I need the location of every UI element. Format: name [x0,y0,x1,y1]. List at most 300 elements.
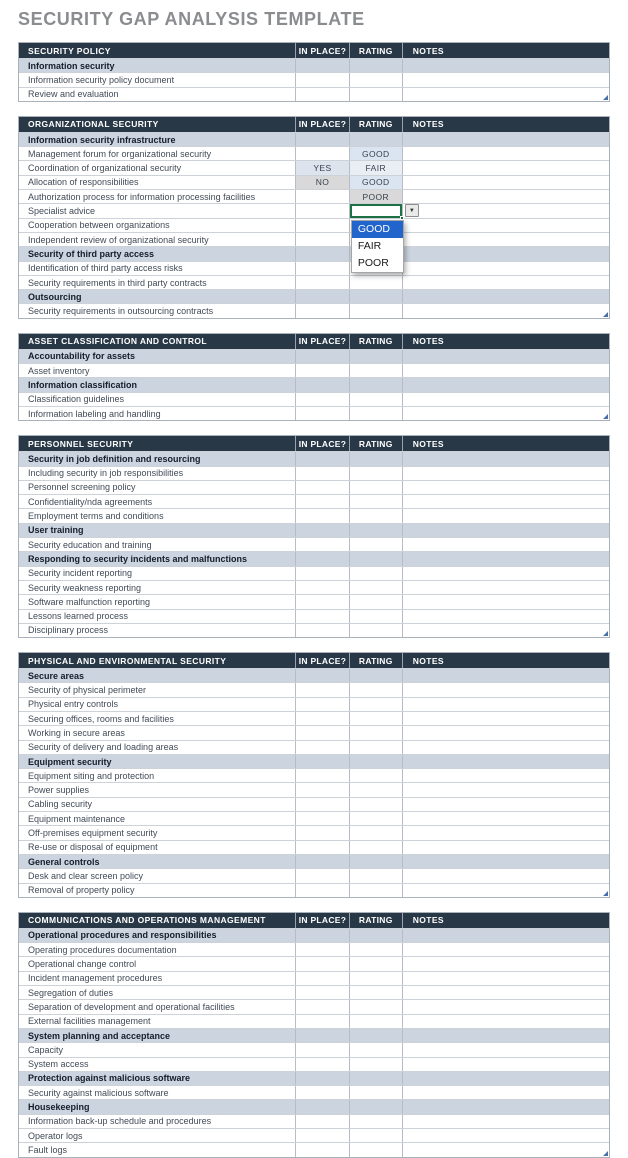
table-row [19,1042,609,1056]
rating-cell[interactable] [349,595,402,608]
notes-cell[interactable] [402,1043,609,1056]
notes-cell [402,133,609,146]
table-row [19,782,609,796]
rating-dropdown-list [351,220,404,273]
in-place-cell [295,929,349,942]
row-label: Re-use or disposal of equipment [28,842,158,853]
notes-cell[interactable] [402,481,609,494]
row-label: Confidentiality/nda agreements [28,496,153,507]
row-label: Authorization process for information processing facilities [28,191,256,202]
rating-cell[interactable] [349,943,402,956]
rating-cell[interactable] [349,798,402,811]
table-row [19,609,609,623]
row-label: Security requirements in outsourcing contracts [28,306,214,317]
in-place-cell[interactable] [295,712,349,725]
rating-cell [349,290,402,303]
rating-cell [349,855,402,868]
notes-cell[interactable] [402,407,609,420]
in-place-cell[interactable] [295,495,349,508]
row-label: Security incident reporting [28,568,133,579]
notes-cell[interactable] [402,972,609,985]
notes-cell[interactable] [402,783,609,796]
notes-cell[interactable] [402,683,609,696]
row-label: Equipment maintenance [28,813,126,824]
row-label: Classification guidelines [28,394,125,405]
rating-cell[interactable] [349,624,402,637]
in-place-cell[interactable] [295,884,349,897]
notes-cell[interactable] [402,624,609,637]
rating-cell[interactable] [349,393,402,406]
rating-cell[interactable] [349,769,402,782]
row-label: Information security policy document [28,74,175,85]
in-place-cell[interactable] [295,683,349,696]
section-table [18,912,610,1158]
row-label: Review and evaluation [28,89,119,100]
notes-cell[interactable] [402,841,609,854]
column-header-notes: NOTES [402,913,609,928]
row-label: Security education and training [28,539,152,550]
table-row [19,392,609,406]
notes-cell [402,929,609,942]
table-row [19,768,609,782]
rating-cell [349,669,402,682]
row-label: Information labeling and handling [28,408,161,419]
in-place-cell[interactable] [295,1143,349,1156]
subsection-row [19,1071,609,1085]
in-place-cell[interactable] [295,1129,349,1142]
row-label: Segregation of duties [28,987,114,998]
in-place-cell [295,669,349,682]
in-place-cell[interactable] [295,769,349,782]
row-label: Security against malicious software [28,1087,169,1098]
notes-cell[interactable] [402,869,609,882]
rating-cell[interactable] [349,826,402,839]
table-header-row [19,43,609,58]
rating-cell[interactable] [349,869,402,882]
notes-cell[interactable] [402,1000,609,1013]
row-label: Operator logs [28,1130,83,1141]
notes-cell[interactable] [402,495,609,508]
row-label: Capacity [28,1044,64,1055]
subsection-label: Equipment security [28,756,112,767]
column-header-in-place: IN PLACE? [295,334,349,349]
rating-cell [349,378,402,391]
notes-cell[interactable] [402,567,609,580]
row-label: Security weakness reporting [28,582,142,593]
table-resize-handle[interactable] [603,1151,608,1156]
section-table [18,42,610,102]
section-title: SECURITY POLICY [28,45,111,56]
in-place-cell[interactable] [295,698,349,711]
rating-cell[interactable] [349,683,402,696]
rating-cell[interactable] [349,1058,402,1071]
notes-cell[interactable] [402,233,609,246]
table-row [19,508,609,522]
row-label: Personnel screening policy [28,482,136,493]
rating-cell[interactable] [349,957,402,970]
table-row [19,175,609,189]
in-place-cell[interactable] [295,1015,349,1028]
subsection-row [19,451,609,465]
rating-cell[interactable] [349,1015,402,1028]
notes-cell [402,755,609,768]
in-place-cell[interactable] [295,726,349,739]
rating-cell[interactable]: GOOD [349,176,402,189]
notes-cell[interactable] [402,467,609,480]
column-header-notes: NOTES [402,117,609,132]
in-place-cell[interactable] [295,957,349,970]
subsection-row [19,377,609,391]
rating-cell [349,1072,402,1085]
in-place-cell[interactable] [295,364,349,377]
rating-cell[interactable] [349,986,402,999]
notes-cell[interactable] [402,712,609,725]
section-title: ASSET CLASSIFICATION AND CONTROL [28,336,208,347]
column-header-rating: RATING [349,334,402,349]
in-place-cell[interactable]: YES [295,161,349,174]
notes-cell[interactable] [402,581,609,594]
rating-cell[interactable] [349,364,402,377]
notes-cell[interactable] [402,1086,609,1099]
dropdown-option-good[interactable]: GOOD [352,221,403,238]
in-place-cell[interactable] [295,73,349,86]
rating-cell[interactable] [349,1129,402,1142]
rating-cell[interactable] [349,1000,402,1013]
rating-cell[interactable] [349,884,402,897]
table-row [19,840,609,854]
in-place-cell[interactable] [295,276,349,289]
table-row [19,303,609,317]
table-row [19,825,609,839]
rating-cell[interactable] [349,481,402,494]
subsection-row [19,289,609,303]
row-label: Working in secure areas [28,727,125,738]
rating-cell[interactable] [349,610,402,623]
table-row [19,811,609,825]
rating-cell[interactable] [349,88,402,101]
notes-cell[interactable] [402,698,609,711]
rating-cell[interactable] [349,509,402,522]
subsection-label: Outsourcing [28,291,82,302]
in-place-cell[interactable] [295,393,349,406]
row-label: Fault logs [28,1144,68,1155]
notes-cell[interactable] [402,726,609,739]
notes-cell [402,452,609,465]
dropdown-option-fair[interactable]: FAIR [357,240,382,253]
table-row [19,883,609,897]
in-place-cell[interactable] [295,204,349,217]
rating-cell[interactable] [349,812,402,825]
row-label: System access [28,1059,89,1070]
subsection-row [19,349,609,363]
notes-cell[interactable] [402,798,609,811]
notes-cell [402,247,609,260]
notes-cell[interactable] [402,769,609,782]
in-place-cell[interactable] [295,624,349,637]
in-place-cell[interactable] [295,610,349,623]
notes-cell [402,1029,609,1042]
in-place-cell[interactable] [295,595,349,608]
notes-cell[interactable] [402,176,609,189]
in-place-cell[interactable] [295,467,349,480]
rating-cell[interactable]: FAIR [349,161,402,174]
in-place-cell[interactable] [295,581,349,594]
rating-cell[interactable] [349,712,402,725]
table-header-row [19,913,609,928]
rating-cell[interactable] [349,73,402,86]
in-place-cell[interactable] [295,219,349,232]
notes-cell[interactable] [402,304,609,317]
rating-cell[interactable] [349,783,402,796]
notes-cell[interactable] [402,509,609,522]
rating-cell[interactable] [349,276,402,289]
dropdown-button[interactable] [405,204,419,217]
rating-cell[interactable] [349,972,402,985]
table-row [19,87,609,101]
rating-cell [349,452,402,465]
table-row [19,160,609,174]
table-resize-handle[interactable] [603,95,608,100]
subsection-row [19,132,609,146]
in-place-cell[interactable] [295,1115,349,1128]
notes-cell[interactable] [402,957,609,970]
in-place-cell[interactable] [295,304,349,317]
column-header-in-place: IN PLACE? [295,913,349,928]
table-row [19,942,609,956]
table-row [19,1142,609,1156]
subsection-label: User training [28,525,84,536]
notes-cell[interactable] [402,812,609,825]
rating-cell[interactable] [349,538,402,551]
in-place-cell[interactable] [295,972,349,985]
in-place-cell[interactable] [295,88,349,101]
notes-cell[interactable] [402,393,609,406]
rating-cell[interactable] [349,698,402,711]
rating-cell[interactable] [349,1086,402,1099]
row-label: Desk and clear screen policy [28,870,144,881]
table-resize-handle[interactable] [603,414,608,419]
row-label: Off-premises equipment security [28,828,158,838]
table-row [19,797,609,811]
in-place-cell[interactable] [295,741,349,754]
in-place-cell[interactable] [295,798,349,811]
subsection-row [19,523,609,537]
in-place-cell[interactable] [295,1043,349,1056]
selected-rating-cell[interactable] [349,204,415,270]
row-label: Equipment siting and protection [28,770,155,781]
row-label: Security of delivery and loading areas [28,742,179,753]
rating-cell[interactable]: GOOD [349,147,402,160]
rating-cell [349,552,402,565]
table-row [19,218,609,232]
in-place-cell [295,552,349,565]
notes-cell[interactable] [402,741,609,754]
notes-cell[interactable] [402,204,609,217]
in-place-cell[interactable] [295,841,349,854]
notes-cell[interactable] [402,262,609,275]
rating-cell[interactable] [349,726,402,739]
table-row [19,466,609,480]
in-place-cell[interactable] [295,147,349,160]
in-place-cell[interactable]: NO [295,176,349,189]
in-place-cell [295,133,349,146]
notes-cell[interactable] [402,610,609,623]
in-place-cell[interactable] [295,826,349,839]
notes-cell[interactable] [402,1143,609,1156]
table-row [19,1085,609,1099]
rating-cell[interactable] [349,467,402,480]
column-header-in-place: IN PLACE? [295,117,349,132]
in-place-cell[interactable] [295,190,349,203]
subsection-label: Operational procedures and responsibilities [28,930,217,941]
table-resize-handle[interactable] [603,631,608,636]
column-header-notes: NOTES [402,334,609,349]
subsection-label: Secure areas [28,670,85,681]
table-header-row [19,653,609,668]
in-place-cell[interactable] [295,567,349,580]
notes-cell[interactable] [402,1129,609,1142]
column-header-rating: RATING [349,43,402,58]
table-row [19,868,609,882]
in-place-cell [295,350,349,363]
table-row [19,1114,609,1128]
row-label: Software malfunction reporting [28,596,151,607]
in-place-cell[interactable] [295,407,349,420]
rating-cell[interactable] [349,581,402,594]
notes-cell[interactable] [402,88,609,101]
rating-cell[interactable] [349,567,402,580]
subsection-label: Protection against malicious software [28,1073,191,1084]
table-header-row [19,334,609,349]
rating-cell [349,1100,402,1113]
notes-cell[interactable] [402,1115,609,1128]
section-title: PHYSICAL AND ENVIRONMENTAL SECURITY [28,655,227,666]
in-place-cell[interactable] [295,869,349,882]
notes-cell[interactable] [402,190,609,203]
rating-cell[interactable] [349,1115,402,1128]
notes-cell[interactable] [402,73,609,86]
subsection-row [19,551,609,565]
page-title: SECURITY GAP ANALYSIS TEMPLATE [18,9,365,29]
in-place-cell[interactable] [295,262,349,275]
rating-cell[interactable]: POOR [349,190,402,203]
rating-cell [349,929,402,942]
row-label: Employment terms and conditions [28,511,164,522]
row-label: Including security in job responsibilities [28,468,184,479]
section-table [18,333,610,421]
notes-cell [402,1072,609,1085]
subsection-row [19,928,609,942]
subsection-label: Responding to security incidents and malfunctions [28,553,248,564]
table-row [19,1057,609,1071]
row-label: Physical entry controls [28,699,119,710]
notes-cell[interactable] [402,826,609,839]
table-row [19,494,609,508]
notes-cell[interactable] [402,1015,609,1028]
rating-cell[interactable] [349,1143,402,1156]
in-place-cell[interactable] [295,812,349,825]
rating-cell[interactable] [349,407,402,420]
subsection-label: Information classification [28,379,138,390]
notes-cell[interactable] [402,538,609,551]
notes-cell [402,1100,609,1113]
table-row [19,406,609,420]
row-label: Cooperation between organizations [28,220,170,231]
dropdown-arrow-icon: ▼ [408,207,415,214]
column-header-notes: NOTES [402,436,609,451]
table-row [19,363,609,377]
in-place-cell[interactable] [295,1086,349,1099]
rating-cell [349,1029,402,1042]
notes-cell[interactable] [402,276,609,289]
notes-cell [402,290,609,303]
table-resize-handle[interactable] [603,891,608,896]
table-row [19,566,609,580]
in-place-cell[interactable] [295,509,349,522]
rating-cell[interactable] [349,495,402,508]
section-title: ORGANIZATIONAL SECURITY [28,119,159,130]
in-place-cell[interactable] [295,783,349,796]
table-row [19,740,609,754]
row-label: Lessons learned process [28,611,129,622]
notes-cell[interactable] [402,219,609,232]
subsection-row [19,246,609,260]
rating-cell[interactable] [349,841,402,854]
notes-cell[interactable] [402,986,609,999]
table-resize-handle[interactable] [603,312,608,317]
subsection-row [19,668,609,682]
table-row [19,682,609,696]
subsection-row [19,1099,609,1113]
in-place-cell[interactable] [295,986,349,999]
in-place-cell [295,452,349,465]
notes-cell[interactable] [402,943,609,956]
table-row [19,537,609,551]
notes-cell[interactable] [402,161,609,174]
column-header-rating: RATING [349,117,402,132]
notes-cell [402,378,609,391]
subsection-row [19,58,609,72]
in-place-cell[interactable] [295,943,349,956]
in-place-cell[interactable] [295,233,349,246]
table-row [19,711,609,725]
subsection-label: System planning and acceptance [28,1030,171,1041]
rating-cell[interactable] [349,741,402,754]
in-place-cell[interactable] [295,1000,349,1013]
dropdown-option-poor[interactable]: POOR [357,257,389,270]
in-place-cell[interactable] [295,538,349,551]
in-place-cell [295,1029,349,1042]
row-label: Management forum for organizational security [28,148,212,159]
column-header-in-place: IN PLACE? [295,43,349,58]
notes-cell[interactable] [402,595,609,608]
table-row [19,623,609,637]
notes-cell[interactable] [402,1058,609,1071]
rating-cell[interactable] [349,304,402,317]
rating-cell [349,524,402,537]
subsection-label: Housekeeping [28,1102,90,1113]
in-place-cell[interactable] [295,481,349,494]
notes-cell[interactable] [402,884,609,897]
rating-cell[interactable] [349,1043,402,1056]
notes-cell[interactable] [402,364,609,377]
notes-cell[interactable] [402,147,609,160]
in-place-cell[interactable] [295,1058,349,1071]
table-row [19,956,609,970]
row-label: Allocation of responsibilities [28,177,139,188]
row-label: Information back-up schedule and procedures [28,1116,212,1127]
row-label: Power supplies [28,785,90,796]
